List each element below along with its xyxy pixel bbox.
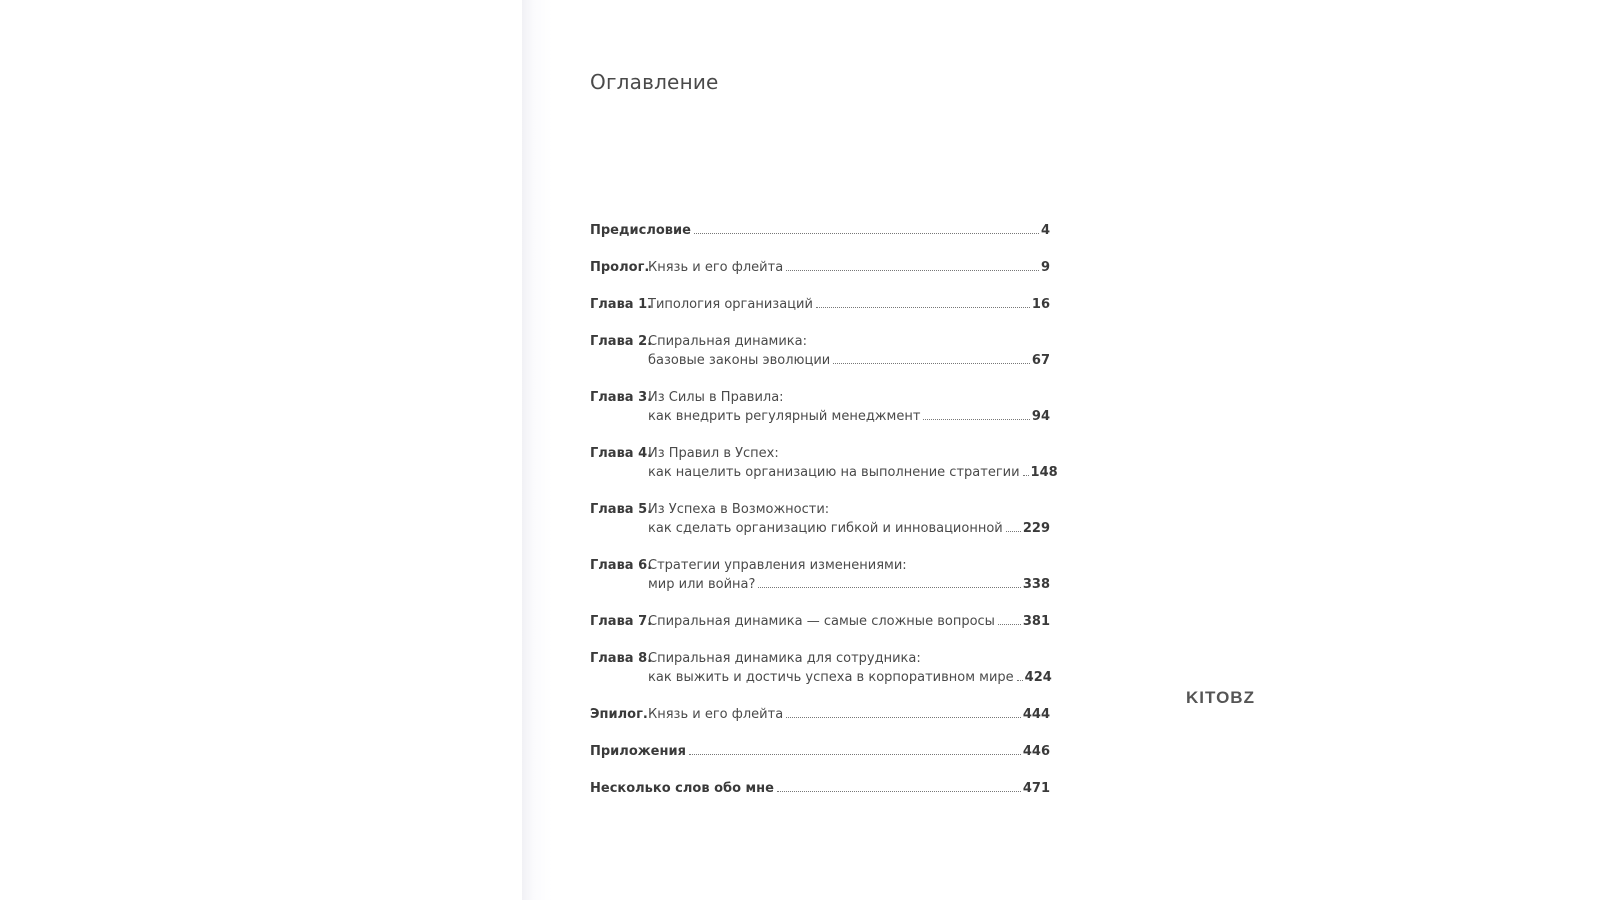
- toc-page-number: 4: [1040, 223, 1050, 238]
- toc-entry-prologue[interactable]: [590, 258, 1050, 277]
- toc-page-number: 338: [1022, 577, 1050, 592]
- toc-entry-chapter-7[interactable]: [590, 612, 1050, 631]
- toc-entry-chapter-1[interactable]: [590, 295, 1050, 314]
- toc-entry-about-author[interactable]: [590, 779, 1050, 798]
- toc-entry-label: Глава 1.: [590, 297, 653, 312]
- toc-entry-title: Типология организаций: [648, 297, 813, 312]
- toc-entry-title: Из Силы в Правила:: [648, 390, 784, 405]
- dot-leader: [758, 587, 1020, 588]
- dot-leader: [694, 233, 1039, 234]
- toc-entry-epilogue[interactable]: [590, 705, 1050, 724]
- toc-page-number: 94: [1031, 409, 1050, 424]
- page-title: Оглавление: [590, 70, 719, 94]
- toc-entry-title: Из Правил в Успех:: [648, 446, 779, 461]
- toc-page-number: 229: [1022, 521, 1050, 536]
- dot-leader: [786, 270, 1039, 271]
- toc-entry-label: Глава 5.: [590, 502, 653, 517]
- toc-entry-label: Глава 2.: [590, 334, 653, 349]
- toc-entry-subtitle: базовые законы эволюции: [648, 353, 831, 368]
- toc-entry-title: Несколько слов обо мне: [590, 781, 774, 796]
- toc-page-number: 148: [1030, 465, 1058, 480]
- toc-entry-label: Глава 6.: [590, 558, 653, 573]
- toc-entry-title: Из Успеха в Возможности:: [648, 502, 830, 517]
- toc-entry-chapter-5[interactable]: [590, 500, 1050, 538]
- toc-entry-title: Спиральная динамика — самые сложные вопросы: [648, 614, 995, 629]
- toc-entry-title: Князь и его флейта: [648, 707, 784, 722]
- toc-entry-title: Стратегии управления изменениями:: [648, 558, 907, 573]
- watermark-logo: KITOBZ: [1186, 688, 1255, 707]
- toc-entry-label: Эпилог.: [590, 707, 648, 722]
- toc-page-number: 16: [1031, 297, 1050, 312]
- toc-page-number: 424: [1024, 670, 1052, 685]
- dot-leader: [689, 754, 1021, 755]
- toc-page-number: 446: [1022, 744, 1050, 759]
- dot-leader: [1006, 531, 1021, 532]
- toc-entry-subtitle: как нацелить организацию на выполнение стратегии: [648, 465, 1020, 480]
- toc-entry-title: Спиральная динамика для сотрудника:: [648, 651, 921, 666]
- toc-entry-title: Приложения: [590, 744, 686, 759]
- toc-entry-label: Глава 8.: [590, 651, 653, 666]
- toc-entry-subtitle: как выжить и достичь успеха в корпоративном мире: [648, 670, 1014, 685]
- dot-leader: [777, 791, 1021, 792]
- dot-leader: [833, 363, 1030, 364]
- toc-entry-appendices[interactable]: [590, 742, 1050, 761]
- toc-entry-subtitle: как сделать организацию гибкой и инновационной: [648, 521, 1003, 536]
- toc-entry-chapter-8[interactable]: [590, 649, 1050, 687]
- table-of-contents: [590, 221, 1058, 816]
- toc-entry-label: Пролог.: [590, 260, 650, 275]
- toc-entry-label: Глава 7.: [590, 614, 653, 629]
- toc-page-number: 9: [1040, 260, 1050, 275]
- toc-entry-chapter-3[interactable]: [590, 388, 1050, 426]
- book-page: [522, 0, 1068, 900]
- toc-entry-chapter-4[interactable]: [590, 444, 1058, 482]
- dot-leader: [786, 717, 1021, 718]
- toc-entry-title: Князь и его флейта: [648, 260, 784, 275]
- toc-entry-label: Глава 4.: [590, 446, 653, 461]
- dot-leader: [1017, 680, 1023, 681]
- dot-leader: [923, 419, 1030, 420]
- toc-entry-chapter-6[interactable]: [590, 556, 1050, 594]
- toc-entry-chapter-2[interactable]: [590, 332, 1050, 370]
- toc-entry-preface[interactable]: [590, 221, 1050, 240]
- toc-entry-title: Спиральная динамика:: [648, 334, 807, 349]
- toc-page-number: 67: [1031, 353, 1050, 368]
- dot-leader: [998, 624, 1021, 625]
- toc-entry-subtitle: мир или война?: [648, 577, 756, 592]
- toc-entry-subtitle: как внедрить регулярный менеджмент: [648, 409, 921, 424]
- toc-entry-label: Глава 3.: [590, 390, 653, 405]
- dot-leader: [816, 307, 1030, 308]
- toc-entry-title: Предисловие: [590, 223, 691, 238]
- toc-page-number: 381: [1022, 614, 1050, 629]
- toc-page-number: 444: [1022, 707, 1050, 722]
- dot-leader: [1023, 475, 1029, 476]
- toc-page-number: 471: [1022, 781, 1050, 796]
